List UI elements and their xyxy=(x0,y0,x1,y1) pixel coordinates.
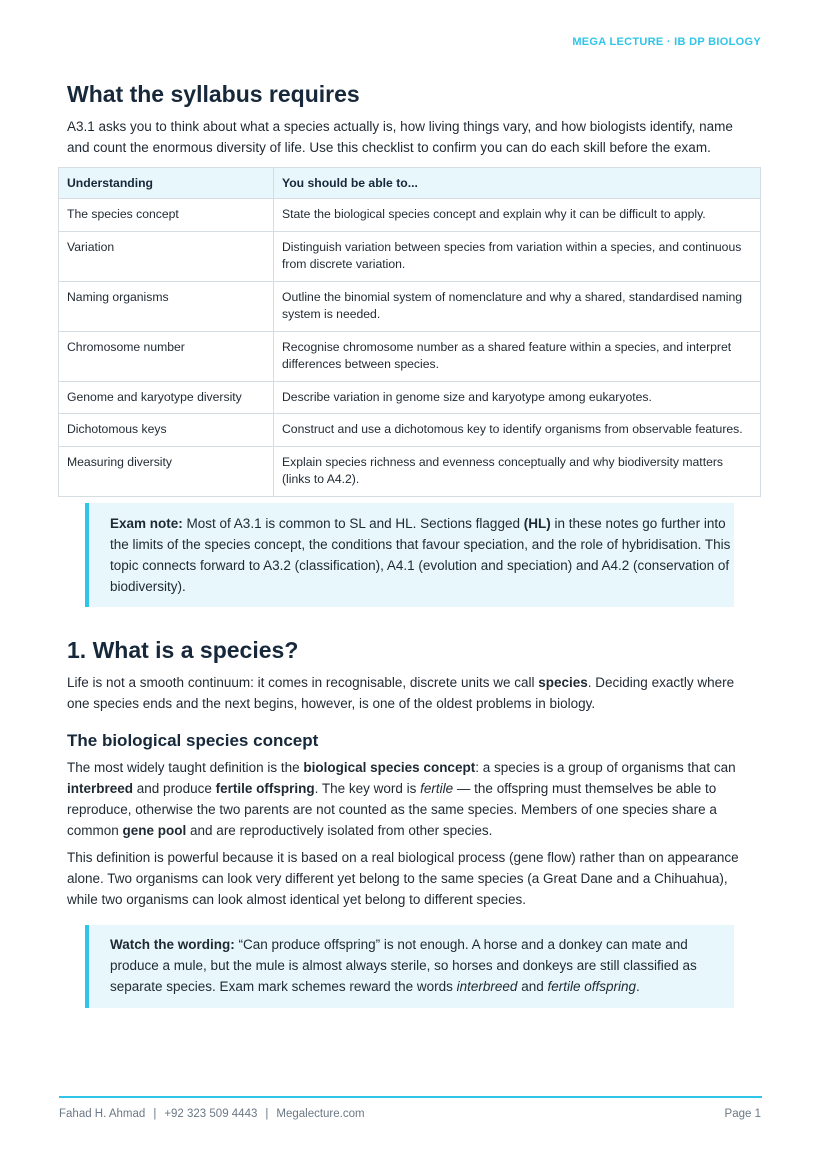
text-run: — the offspring must themselves be able to reproduce, otherwise the two parents are not counted as the same species. Members of one species share a common xyxy=(67,780,717,838)
table-cell-skill: Outline the binomial system of nomenclature and why a shared, standardised naming system is needed. xyxy=(274,281,761,331)
text-run: . Deciding exactly where one species ends and the next begins, however, is one of the oldest problems in biology. xyxy=(67,674,735,711)
table-cell-understanding: Chromosome number xyxy=(59,331,274,381)
table-cell-skill: Construct and use a dichotomous key to identify organisms from observable features. xyxy=(274,414,761,447)
text-run: “Can produce offspring” is not enough. A horse and a donkey can mate and produce a mule, but the mule is almost always sterile, so horses and donkeys are still classified as separate species. Exam mark schemes reward the words xyxy=(110,936,697,994)
explanation-paragraph: This definition is powerful because it is based on a real biological process (gene flow) rather than on appearance alone. Two organisms can look very different yet belong to the same species (a Great Dane and a Chihuahua), while two organisms can look almost identical yet belong to different species. xyxy=(67,849,739,907)
table-header-row xyxy=(59,168,761,199)
table-cell-skill: State the biological species concept and explain why it can be difficult to apply. xyxy=(274,199,761,232)
table-cell-understanding: Variation xyxy=(59,231,274,281)
exam-note-text: Most of A3.1 is common to SL and HL. Sections flagged xyxy=(182,515,524,531)
exam-note-hl-flag: (HL) xyxy=(523,515,551,531)
exam-note-label: Exam note: xyxy=(110,515,183,531)
section-paragraph xyxy=(67,672,757,714)
table-cell-skill: Explain species richness and evenness conceptually and why biodiversity matters (links to A4.2). xyxy=(274,446,761,496)
syllabus-intro: A3.1 asks you to think about what a species actually is, how living things vary, and how biologists identify, name and count the enormous diversity of life. Use this checklist to confirm you can do each skill before the exam. xyxy=(67,119,733,155)
text-run: . The key word is xyxy=(314,780,421,796)
footer-separator: | xyxy=(153,1108,157,1120)
page-number: Page 1 xyxy=(724,1108,761,1120)
footer-author: Fahad H. Ahmad xyxy=(59,1108,146,1120)
table-cell-understanding: Naming organisms xyxy=(59,281,274,331)
bold-term: gene pool xyxy=(122,822,187,838)
table-cell-understanding: Genome and karyotype diversity xyxy=(59,381,274,414)
italic-term: fertile offspring xyxy=(547,978,637,994)
text-run: and produce xyxy=(133,780,216,796)
text-run: Life is not a smooth continuum: it comes in recognisable, discrete units we call xyxy=(67,674,539,690)
wording-note-callout xyxy=(85,925,734,1008)
footer-separator: | xyxy=(265,1108,269,1120)
definition-paragraph xyxy=(67,757,757,841)
italic-term: interbreed xyxy=(456,978,518,994)
table-row xyxy=(59,199,761,232)
table-cell-skill: Recognise chromosome number as a shared feature within a species, and interpret differences between species. xyxy=(274,331,761,381)
table-cell-skill: Distinguish variation between species from variation within a species, and continuous from discrete variation. xyxy=(274,231,761,281)
bold-term: interbreed xyxy=(67,780,134,796)
text-run: The most widely taught definition is the xyxy=(67,759,304,775)
table-cell-understanding: Measuring diversity xyxy=(59,446,274,496)
table-cell-skill: Describe variation in genome size and karyotype among eukaryotes. xyxy=(274,381,761,414)
footer-site: Megalecture.com xyxy=(276,1108,365,1120)
table-row xyxy=(59,331,761,381)
text-run: and are reproductively isolated from other species. xyxy=(186,822,493,838)
syllabus-title: What the syllabus requires xyxy=(67,81,360,107)
text-run: . xyxy=(636,978,640,994)
bold-term: biological species concept xyxy=(303,759,476,775)
table-row xyxy=(59,231,761,281)
table-cell-understanding: Dichotomous keys xyxy=(59,414,274,447)
wording-note-label: Watch the wording: xyxy=(110,936,235,952)
exam-note-text: in these notes go further into the limits of the species concept, the conditions that favour speciation, and the role of hybridisation. This topic connects forward to A3.2 (classification), A4.1 (evolution and speciation) and A4.2 (conservation of biodiversity). xyxy=(110,515,731,594)
italic-term: fertile xyxy=(420,780,454,796)
footer-contact xyxy=(59,1108,365,1120)
syllabus-table xyxy=(58,167,761,497)
document-content xyxy=(67,80,757,1008)
table-row xyxy=(59,281,761,331)
section-title: 1. What is a species? xyxy=(67,636,299,663)
table-row xyxy=(59,381,761,414)
text-run: : a species is a group of organisms that can xyxy=(475,759,736,775)
footer-divider xyxy=(59,1096,762,1098)
bold-term: species xyxy=(538,674,588,690)
table-row xyxy=(59,446,761,496)
header-tag: MEGA LECTURE · IB DP BIOLOGY xyxy=(572,36,761,48)
table-cell-understanding: The species concept xyxy=(59,199,274,232)
bold-term: fertile offspring xyxy=(215,780,315,796)
text-run: and xyxy=(517,978,548,994)
footer-phone: +92 323 509 4443 xyxy=(164,1108,258,1120)
table-header-skill: You should be able to... xyxy=(274,168,761,199)
exam-note-callout xyxy=(85,503,734,607)
subsection-title: The biological species concept xyxy=(67,730,319,750)
table-row xyxy=(59,414,761,447)
table-header-understanding: Understanding xyxy=(59,168,274,199)
